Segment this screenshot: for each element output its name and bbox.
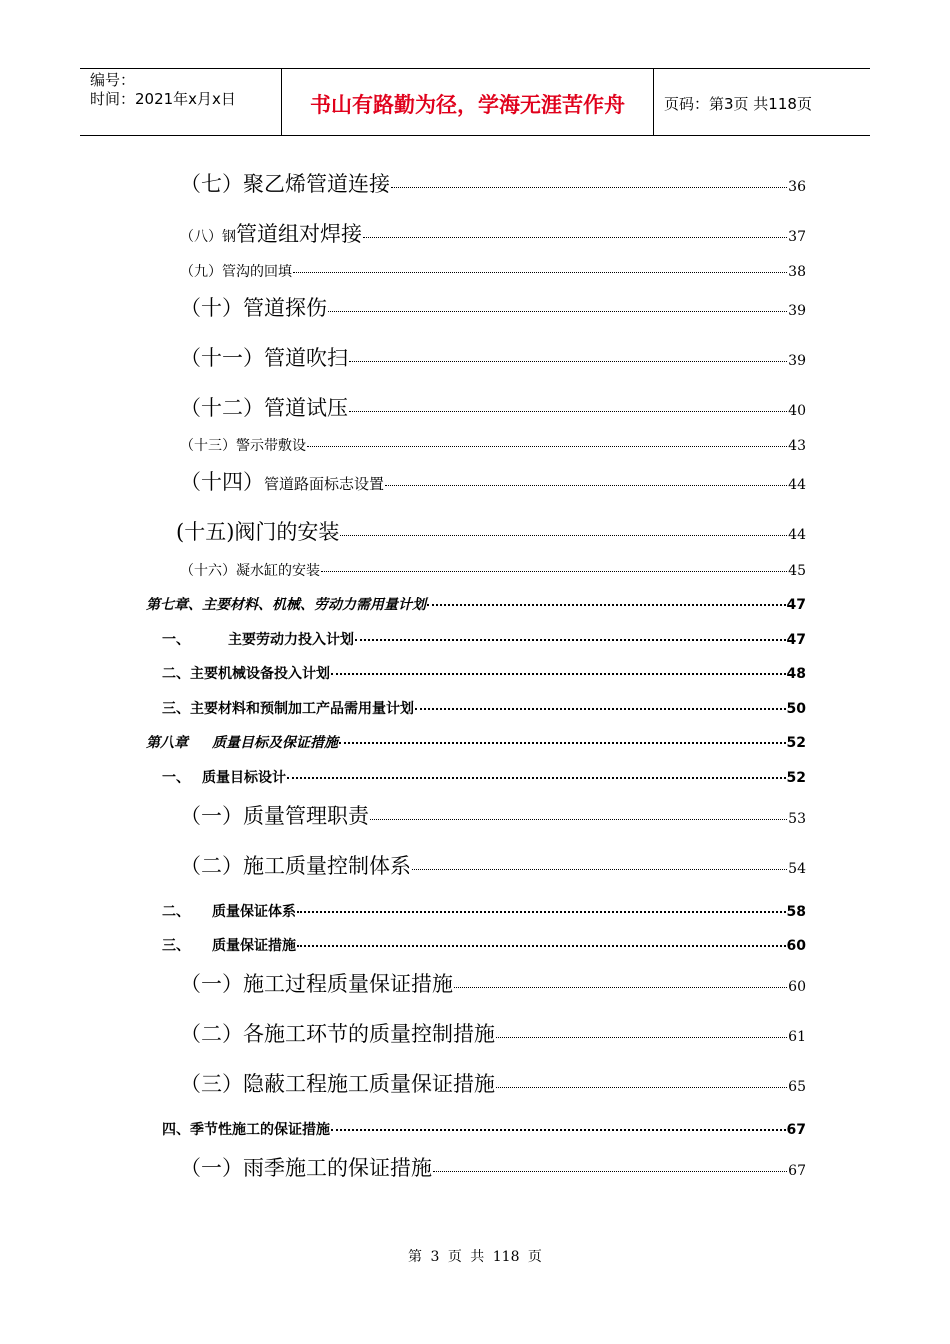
toc-entry-label: （三）隐蔽工程施工质量保证措施 — [180, 1072, 495, 1096]
toc-page-number: 47 — [786, 597, 806, 613]
toc-section-entry[interactable] — [162, 935, 806, 955]
toc-chapter-entry[interactable] — [146, 732, 806, 752]
toc-entry-label: （八）钢管道组对焊接 — [180, 222, 362, 246]
toc-leader — [349, 411, 787, 412]
document-number-label: 编号： — [90, 71, 136, 89]
toc-entry[interactable] — [180, 968, 806, 998]
toc-section-entry[interactable] — [162, 1119, 806, 1139]
toc-leader — [385, 485, 787, 486]
toc-page-number: 37 — [788, 229, 806, 245]
toc-leader — [412, 869, 787, 870]
toc-entry[interactable] — [180, 800, 806, 830]
toc-section-entry[interactable] — [162, 901, 806, 921]
toc-entry[interactable] — [180, 560, 806, 580]
header-page-info: 页码：第3页 共118页 — [664, 94, 812, 113]
toc-leader — [433, 1171, 787, 1172]
toc-section-entry[interactable] — [162, 663, 806, 683]
toc-entry-label: 二、 质量保证体系 — [162, 904, 296, 920]
toc-entry[interactable] — [180, 466, 806, 496]
toc-entry-label: （十）管道探伤 — [180, 296, 327, 320]
toc-page-number: 60 — [786, 938, 806, 954]
toc-leader — [297, 945, 786, 947]
toc-leader — [340, 535, 787, 536]
toc-page-number: 39 — [788, 353, 806, 369]
toc-leader — [321, 571, 787, 572]
toc-section-entry[interactable] — [162, 629, 806, 649]
toc-leader — [496, 1087, 787, 1088]
toc-page-number: 38 — [788, 264, 806, 280]
toc-entry-label: 三、 质量保证措施 — [162, 938, 296, 954]
toc-entry-label: 二、主要机械设备投入计划 — [162, 666, 330, 682]
toc-entry-label: （十四）管道路面标志设置 — [180, 470, 385, 494]
toc-leader — [287, 777, 786, 779]
toc-entry-label: 四、季节性施工的保证措施 — [162, 1122, 330, 1138]
toc-page-number: 44 — [788, 477, 806, 493]
toc-page-number: 44 — [788, 527, 806, 543]
page-footer: 第 3 页 共 118 页 — [408, 1249, 542, 1265]
toc-entry-label: （一）质量管理职责 — [180, 804, 369, 828]
header-motto: 书山有路勤为径，学海无涯苦作舟 — [282, 69, 654, 135]
toc-leader — [331, 673, 786, 675]
toc-entry-label: （一）施工过程质量保证措施 — [180, 972, 453, 996]
toc-entry[interactable] — [180, 1068, 806, 1098]
toc-leader — [293, 272, 787, 273]
toc-page-number: 58 — [786, 904, 806, 920]
toc-leader — [363, 237, 787, 238]
toc-leader — [370, 819, 787, 820]
toc-entry[interactable] — [180, 292, 806, 322]
toc-entry-label: （十六）凝水缸的安装 — [180, 563, 320, 579]
toc-page-number: 43 — [788, 438, 806, 454]
toc-page-number: 36 — [788, 179, 806, 195]
toc-entry-label: （二）各施工环节的质量控制措施 — [180, 1022, 495, 1046]
toc-entry[interactable] — [180, 850, 806, 880]
toc-entry-label: （七）聚乙烯管道连接 — [180, 172, 390, 196]
toc-leader — [349, 361, 787, 362]
toc-entry[interactable] — [180, 1018, 806, 1048]
toc-entry-label: (十五)阀门的安装 — [176, 520, 340, 544]
toc-entry-label: （十二）管道试压 — [180, 396, 348, 420]
toc-entry[interactable] — [180, 1152, 806, 1182]
toc-section-entry[interactable] — [162, 767, 806, 787]
toc-page-number: 52 — [786, 770, 806, 786]
toc-entry-label: 第七章、主要材料、机械、劳动力需用量计划 — [146, 597, 426, 613]
toc-page-number: 50 — [786, 701, 806, 717]
toc-entry-label: （九）管沟的回填 — [180, 264, 292, 280]
toc-page-number: 60 — [788, 979, 806, 995]
toc-page-number: 47 — [786, 632, 806, 648]
toc-page-number: 54 — [788, 861, 806, 877]
toc-leader — [355, 639, 786, 641]
toc-leader — [307, 446, 787, 447]
toc-page-number: 52 — [786, 735, 806, 751]
toc-leader — [415, 708, 786, 710]
toc-section-entry[interactable] — [162, 698, 806, 718]
toc-page-number: 48 — [786, 666, 806, 682]
document-time-label: 时间：2021年x月x日 — [90, 90, 236, 108]
toc-leader — [427, 604, 786, 606]
toc-entry-label: 三、主要材料和预制加工产品需用量计划 — [162, 701, 414, 717]
toc-entry[interactable] — [180, 261, 806, 281]
toc-page-number: 45 — [788, 563, 806, 579]
toc-entry-label: 一、 主要劳动力投入计划 — [162, 632, 354, 648]
toc-entry[interactable] — [180, 435, 806, 455]
toc-leader — [496, 1037, 787, 1038]
toc-page-number: 67 — [786, 1122, 806, 1138]
toc-page-number: 53 — [788, 811, 806, 827]
toc-leader — [331, 1129, 786, 1131]
toc-entry-label: （十一）管道吹扫 — [180, 346, 348, 370]
toc-entry[interactable] — [180, 392, 806, 422]
toc-entry-label: （二）施工质量控制体系 — [180, 854, 411, 878]
toc-entry[interactable] — [180, 342, 806, 372]
toc-entry-label: （一）雨季施工的保证措施 — [180, 1156, 432, 1180]
toc-leader — [454, 987, 787, 988]
toc-page-number: 65 — [788, 1079, 806, 1095]
toc-leader — [297, 911, 786, 913]
toc-leader — [328, 311, 787, 312]
toc-entry[interactable] — [176, 516, 806, 546]
toc-page-number: 39 — [788, 303, 806, 319]
toc-entry[interactable] — [180, 218, 806, 248]
toc-entry[interactable] — [180, 168, 806, 198]
toc-entry-label: 一、 质量目标设计 — [162, 770, 286, 786]
toc-leader — [339, 742, 786, 744]
toc-entry-label: （十三）警示带敷设 — [180, 438, 306, 454]
toc-leader — [391, 187, 787, 188]
toc-page-number: 61 — [788, 1029, 806, 1045]
toc-chapter-entry[interactable] — [146, 594, 806, 614]
toc-entry-label: 第八章 质量目标及保证措施 — [146, 735, 338, 751]
toc-page-number: 40 — [788, 403, 806, 419]
toc-page-number: 67 — [788, 1163, 806, 1179]
